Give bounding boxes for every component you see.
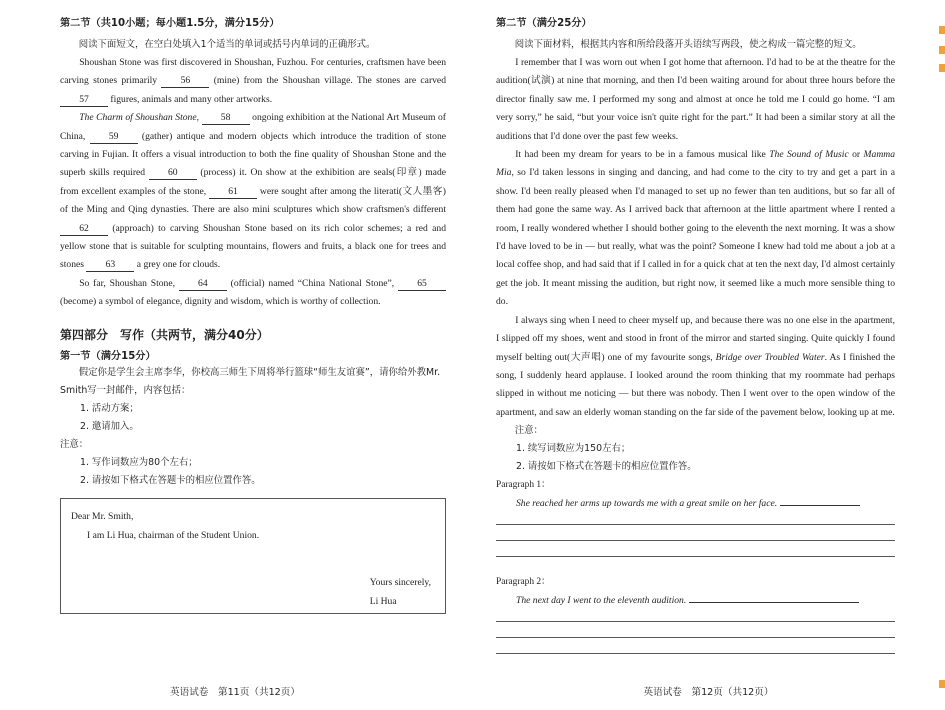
accent-mark (939, 46, 945, 54)
page-footer: 英语试卷 第11页（共12页） (170, 687, 300, 698)
note-item: 1. 续写词数应为150左右； (516, 443, 631, 455)
blank-62[interactable]: 62 (60, 223, 108, 236)
letter-greeting: Dear Mr. Smith, (71, 510, 134, 522)
passage-paragraph: The Charm of Shoushan Stone, 58 ongoing exhibition at the National Art Museum of China, 59 (gather) antique and modern objects which introduce the tradition of stone carving in Fujian. It offers a visual introduction to both the fine quality of Shoushan Stone and the superb skills required 60 (process) it. On show at the exhibition are seals(印章) made from excellent examples of the stone, 61 were sought after among the literati(文人墨客) of the Ming and Qing dynasties. There are also mini sculptures which show craftsmen's different 62 (approach) to carving Shoushan Stone based on its rich color schemes; a red and yellow stone that is suitable for sculpting mountains, flowers and fruits, a black one for trees and stones 63 a grey one for clouds. (60, 112, 446, 271)
note-label: 注意： (60, 438, 89, 450)
paragraph1-label: Paragraph 1： (496, 480, 551, 491)
paragraph2-label: Paragraph 2： (496, 577, 551, 588)
answer-line[interactable] (780, 505, 860, 506)
answer-line[interactable] (689, 602, 859, 603)
story-paragraph: I remember that I was worn out when I got home that afternoon. I'd had to be at the theatre for the audition(试演) at nine that morning, and then I'd been waiting around for about three hours before the director finally saw me. I performed my song and almost at once he told me I could go home. “I am very sorry,” he said, “but your voice isn't quite right for the part.” It had been a similar story at all the auditions that I'd done over the past few weeks. (496, 57, 895, 142)
answer-line[interactable] (496, 637, 895, 638)
accent-mark (939, 26, 945, 34)
writing-section-title: 第一节（满分15分） (60, 350, 156, 362)
content-item: 2. 邀请加入。 (80, 420, 139, 432)
content-item: 1. 活动方案； (80, 402, 139, 414)
answer-line[interactable] (496, 653, 895, 654)
blank-61[interactable]: 61 (209, 186, 257, 199)
blank-56[interactable]: 56 (161, 75, 209, 88)
answer-line[interactable] (496, 540, 895, 541)
note-label: 注意： (514, 425, 543, 437)
part-title: 第四部分 写作（共两节，满分40分） (60, 327, 269, 342)
accent-strip (939, 0, 945, 710)
section-title: 第二节（共10小题；每小题1.5分，满分15分） (60, 18, 280, 29)
note-item: 2. 请按如下格式在答题卡的相应位置作答。 (516, 461, 697, 473)
instruction: 阅读下面短文，在空白处填入1个适当的单词或括号内单词的正确形式。 (78, 39, 376, 50)
blank-58[interactable]: 58 (202, 112, 250, 125)
note-item: 1. 写作词数应为80个左右； (80, 456, 198, 468)
answer-line[interactable] (496, 621, 895, 622)
passage-paragraph: So far, Shoushan Stone, 64 (official) named “China National Stone”, 65 (become) a symbol of elegance, dignity and wisdom, which is worthy of collection. (60, 275, 446, 312)
blank-64[interactable]: 64 (179, 278, 227, 291)
accent-mark (939, 680, 945, 688)
blank-57[interactable]: 57 (60, 94, 108, 107)
letter-closing: Yours sincerely, Li Hua (370, 573, 431, 611)
section-title: 第二节（满分25分） (496, 18, 592, 29)
instruction: 阅读下面材料，根据其内容和所给段落开头语续写两段，使之构成一篇完整的短文。 (514, 39, 862, 50)
left-page (0, 0, 470, 710)
paragraph2-prompt: The next day I went to the eleventh audition. (516, 595, 895, 606)
right-page (472, 0, 945, 710)
passage-paragraph: Shoushan Stone was first discovered in Shoushan, Fuzhou. For centuries, craftsmen have been carving stones primarily 56 (mine) from the Shoushan village. The stones are carved 57 figures, animals and many other artworks. (60, 57, 446, 105)
writing-prompt: 假定你是学生会主席李华，你校高三师生下周将举行篮球“师生友谊赛”，请你给外教Mr. Smith写一封邮件，内容包括： (60, 366, 441, 396)
letter-signature: Li Hua (369, 595, 397, 607)
blank-65[interactable]: 65 (398, 278, 446, 291)
paragraph1-prompt: She reached her arms up towards me with a great smile on her face. (516, 498, 895, 509)
blank-59[interactable]: 59 (90, 131, 138, 144)
page-footer: 英语试卷 第12页（共12页） (643, 687, 774, 698)
blank-63[interactable]: 63 (86, 259, 134, 272)
blank-60[interactable]: 60 (149, 167, 197, 180)
answer-line[interactable] (496, 556, 895, 557)
accent-mark (939, 64, 945, 72)
note-item: 2. 请按如下格式在答题卡的相应位置作答。 (80, 474, 261, 486)
story-paragraph: I always sing when I need to cheer myself up, and because there was no one else in the apartment, I slipped off my shoes, went and stood in front of the mirror and started singing. Quite quickly I found myself belting out(大声唱) one of my favourite songs, Bridge over Troubled Water. As I finished the song, I suddenly heard applause. I looked around the room thinking that my roommate had perhaps slipped in without me noticing — but there was nobody. Then I went over to the open window of the apartment, and saw an elderly woman standing on the far side of the pavement below, looking up at me. (496, 314, 895, 418)
letter-template (60, 498, 446, 614)
letter-intro: I am Li Hua, chairman of the Student Union. (87, 529, 260, 541)
answer-line[interactable] (496, 524, 895, 525)
story-paragraph: It had been my dream for years to be in a famous musical like The Sound of Music or Mamma Mia, so I'd taken lessons in singing and dancing, and had come to the city to try and get a part in a show. I'd been really pleased when I'd managed to set up no fewer than ten auditions, but so far all of them had gone the same way. As I arrived back that afternoon at the little apartment where I rented a room, I really wondered whether I should bother going to the eleventh the next morning. It was a show I'd have loved to be in — but really, what was the point? Someone I knew had told me about a job at a local coffee shop, and had said that if I called in for a quick chat at ten the next day, I'd almost certainly get the job. It meant missing the audition, but right now, it seemed like a much more sensible thing to do. (496, 149, 895, 308)
